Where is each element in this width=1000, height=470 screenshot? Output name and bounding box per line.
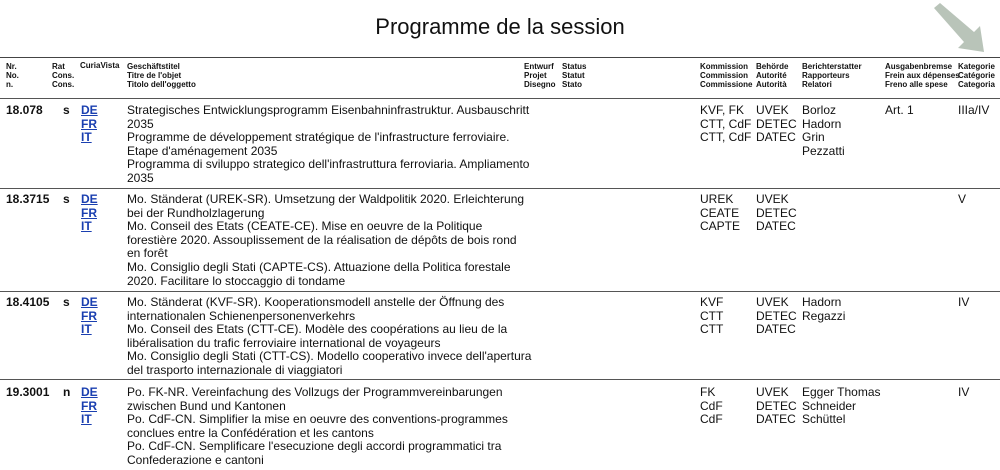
row-ausgabenbremse: Art. 1 <box>885 103 914 117</box>
header-entwurf: Entwurf Projet Disegno <box>524 62 556 89</box>
row-title: Po. FK-NR. Vereinfachung des Vollzugs der Programmvereinbarungen zwischen Bund und Kantonen Po. CdF-CN. Simplifier la mise en oeuvre des conventions-programmes conclues entre la Confédération et les cantons Po. CdF-CN. Semplificare l'esecuzione degli accordi programmatici tra Confederazione e cantoni <box>127 385 508 467</box>
row-divider <box>0 188 1000 189</box>
row-berichterstatter: Egger Thomas Schneider Schüttel <box>802 385 881 427</box>
row-kommission: UREK CEATE CAPTE <box>700 192 741 234</box>
row-title: Mo. Ständerat (KVF-SR). Kooperationsmodell anstelle der Öffnung des internationalen Schienenpersonenverkehrs Mo. Conseil des Etats (CTT-CE). Modèle des coopérations au lieu de la libéralisation du trafic ferroviaire international de voyageurs Mo. Consiglio degli Stati (CTT-CS). Modello cooperativo invece dell'apertura del trasporto internazionale di viaggiatori <box>127 295 532 377</box>
header-top-rule <box>0 57 1000 58</box>
row-behoerde: UVEK DETEC DATEC <box>756 192 797 234</box>
row-nr: 18.3715 <box>6 192 50 206</box>
row-rat: s <box>63 103 70 117</box>
row-berichterstatter: Borloz Hadorn Grin Pezzatti <box>802 103 845 158</box>
row-rat: s <box>63 295 70 309</box>
link-de[interactable]: DE <box>81 295 98 309</box>
row-kategorie: IIIa/IV <box>958 103 990 117</box>
link-it[interactable]: IT <box>81 412 92 427</box>
link-fr[interactable]: FR <box>81 116 97 131</box>
row-berichterstatter: Hadorn Regazzi <box>802 295 846 323</box>
link-it[interactable]: IT <box>81 219 92 234</box>
link-de[interactable]: DE <box>81 103 98 117</box>
row-divider <box>0 291 1000 292</box>
row-kategorie: V <box>958 192 967 206</box>
row-divider <box>0 98 1000 99</box>
row-kategorie: IV <box>958 295 970 309</box>
row-behoerde: UVEK DETEC DATEC <box>756 295 797 337</box>
link-de[interactable]: DE <box>81 192 98 206</box>
link-it[interactable]: IT <box>81 322 92 337</box>
header-curiavista: CuriaVista <box>80 61 120 70</box>
header-title: Geschäftstitel Titre de l'objet Titolo dell'oggetto <box>127 62 196 89</box>
row-title: Mo. Ständerat (UREK-SR). Umsetzung der Waldpolitik 2020. Erleichterung bei der Rundholzlagerung Mo. Conseil des Etats (CEATE-CE). Mise en oeuvre de la Politique forestière 2020. Assouplissement de la réalisation de dépôts de bois rond en forêt Mo. Consiglio degli Stati (CAPTE-CS). Attuazione della Politica forestale 2020. Facilitare lo stoccaggio di tondame <box>127 192 525 288</box>
header-kommission: Kommission Commission Commissione <box>700 62 753 89</box>
row-title: Strategisches Entwicklungsprogramm Eisenbahninfrastruktur. Ausbauschritt 2035 Programme de développement stratégique de l'infrastructure ferroviaire. Etape d'aménagement 2035 Programma di sviluppo strategico dell'infrastruttura ferroviaria. Ampliamento 2035 <box>127 103 530 185</box>
row-divider <box>0 379 1000 380</box>
row-kommission: KVF CTT CTT <box>700 295 724 337</box>
curiavista-links <box>81 386 98 427</box>
link-fr[interactable]: FR <box>81 398 97 413</box>
curiavista-links <box>81 104 98 145</box>
header-kategorie: Kategorie Catégorie Categoria <box>958 62 995 89</box>
header-behoerde: Behörde Autorité Autorità <box>756 62 789 89</box>
row-kommission: KVF, FK CTT, CdF CTT, CdF <box>700 103 752 145</box>
link-fr[interactable]: FR <box>81 308 97 323</box>
header-status: Status Statut Stato <box>562 62 587 89</box>
row-nr: 19.3001 <box>6 385 50 399</box>
row-rat: s <box>63 192 70 206</box>
header-ausgabenbremse: Ausgabenbremse Frein aux dépenses Freno alle spese <box>885 62 960 89</box>
row-behoerde: UVEK DETEC DATEC <box>756 385 797 427</box>
row-nr: 18.4105 <box>6 295 50 309</box>
arrow-down-right-icon <box>926 2 1000 58</box>
header-nr: Nr. No. n. <box>6 62 19 89</box>
link-it[interactable]: IT <box>81 130 92 145</box>
link-de[interactable]: DE <box>81 385 98 399</box>
row-rat: n <box>63 385 71 399</box>
row-kategorie: IV <box>958 385 970 399</box>
row-kommission: FK CdF CdF <box>700 385 723 427</box>
link-fr[interactable]: FR <box>81 205 97 220</box>
row-nr: 18.078 <box>6 103 43 117</box>
curiavista-links <box>81 296 98 337</box>
row-behoerde: UVEK DETEC DATEC <box>756 103 797 145</box>
header-berichterstatter: Berichterstatter Rapporteurs Relatori <box>802 62 862 89</box>
header-rat: Rat Cons. Cons. <box>52 62 75 89</box>
page-title: Programme de la session <box>375 14 625 39</box>
curiavista-links <box>81 193 98 234</box>
